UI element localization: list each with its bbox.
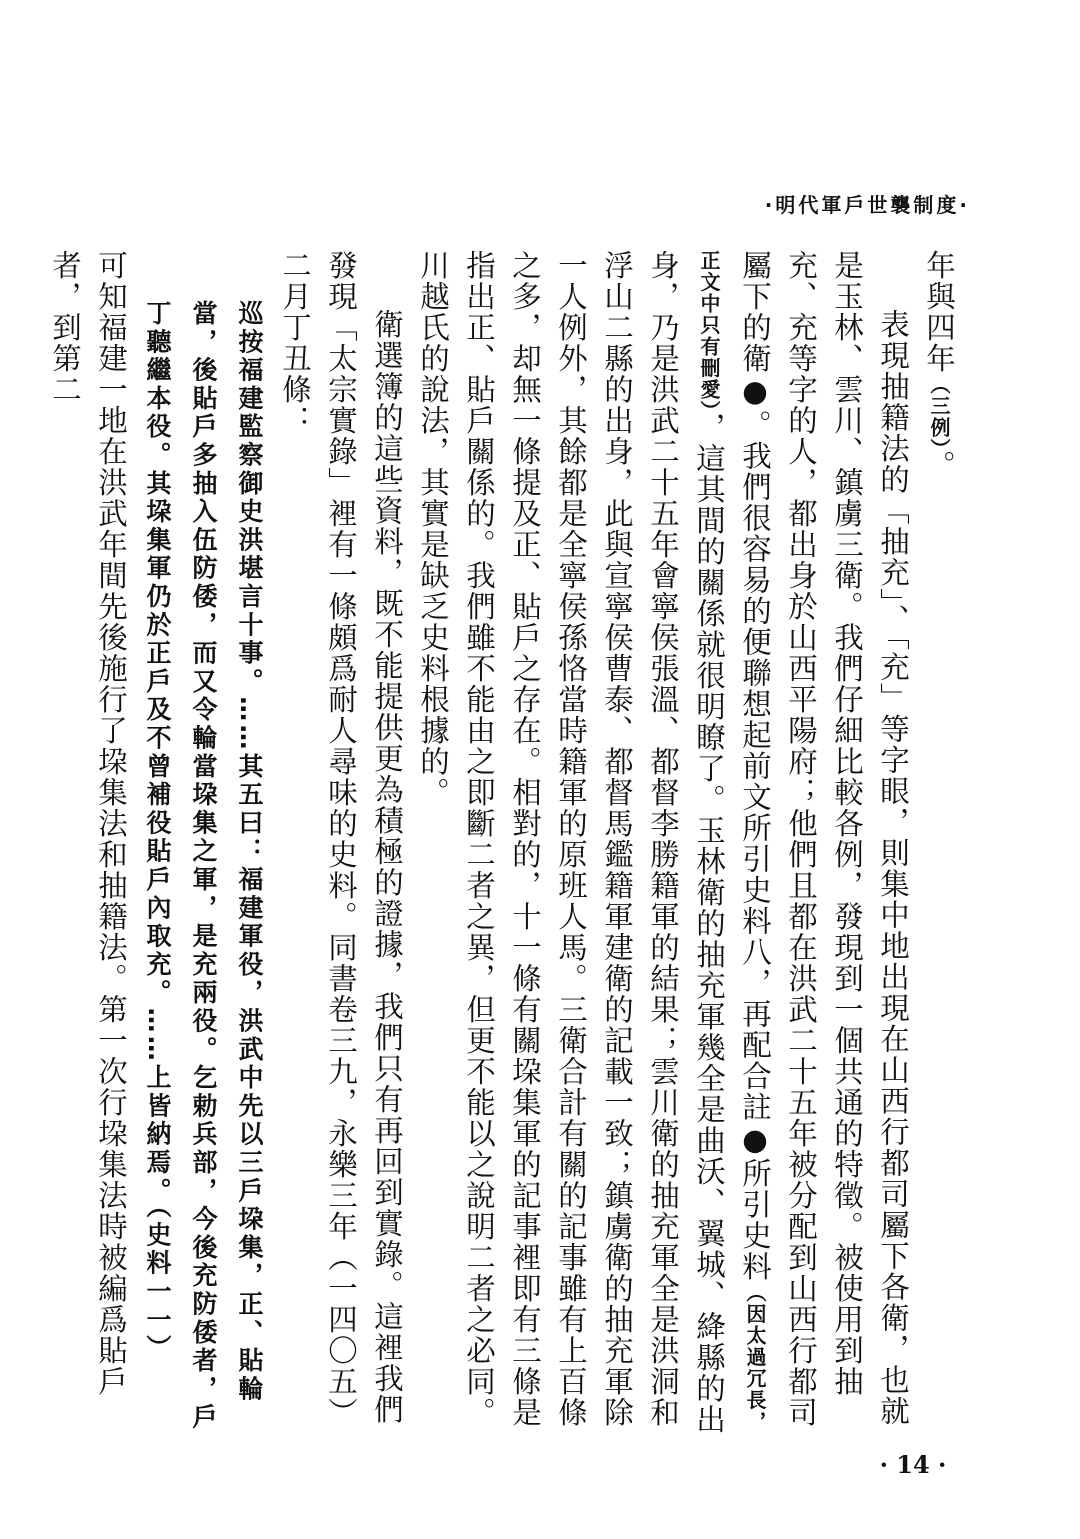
body-text (48, 250, 962, 1440)
running-header: ·明代軍戶世襲制度· (764, 192, 970, 217)
text-run: 衛選簿的這些資料，既不能提供更為積極的證據，我們只有再回到實錄。這裡我們發現「太宗實錄」裡有一條頗爲耐人尋味的史料。同書卷三九，永樂三年（一四〇五）二月丁丑條： (278, 250, 404, 1428)
inline-note: （因太過冗長，正文中只有刪愛） (697, 250, 767, 1433)
page-number: · 14 · (879, 1450, 947, 1479)
text-run: 表現抽籍法的「抽充」、「充」等字眼，則集中地出現在山西行都司屬下各衛，也就是玉林、雲川、鎮虜三衛。我們仔細比較各例，發現到一個共通的特徵。被使用到抽充、充等字的人，都出身於山西平陽府；他們且都在洪武二十五年被分配到山西行都司屬下的衛●。我們很容易的便聯想起前文所引史料八，再配合註●所引史料 (738, 250, 910, 1428)
paragraph-veritable-records (272, 250, 410, 1440)
text-run: 年與四年 (922, 250, 956, 374)
quote-text: 巡按福建監察御史洪堪言十事。……其五曰：福建軍役，洪武中先以三戶垜集，正、貼輪當，後貼戶多抽入伍防倭，而又令輪當垜集之軍，是充兩役。乞勅兵部，今後充防倭者，戶丁聽繼本役。其垜集軍仍於正戶及不曾補役貼戶內取充。……上皆納焉。（史料一一） (143, 300, 264, 1432)
paragraph-continuation-start (916, 250, 962, 1440)
block-quote-historical-source (134, 250, 272, 1440)
text-run: ，這其間的關係就很明瞭了。玉林衛的抽充軍幾全是曲沃、翼城、絳縣的出身，乃是洪武二十五年會寧侯張溫、都督李勝籍軍的結果；雲川衛的抽充軍全是洪洞和浮山二縣的出身，此與宣寧侯曹泰、都督馬鑑籍軍建衛的記載一致；鎮虜衛的抽充軍除一人例外，其餘都是全寧侯孫恪當時籍軍的原班人馬。三衛合計有關的記事雖有上百條之多，却無一條提及正、貼戶之存在。相對的，十一條有關垜集軍的記事裡即有三條是指出正、貼戶關係的。我們雖不能由之即斷二者之異，但更不能以之說明二者之必同。川越氏的說法，其實是缺乏史料根據的。 (416, 250, 726, 1435)
inline-note: （三例） (927, 374, 951, 450)
text-run: 。 (922, 450, 956, 481)
paragraph-abolition-method (410, 250, 916, 1440)
paragraph-continuation-end (42, 250, 134, 1440)
text-run: 可知福建一地在洪武年間先後施行了垜集法和抽籍法。第一次行垜集法時被編爲貼戶者，到第二 (48, 250, 128, 1397)
